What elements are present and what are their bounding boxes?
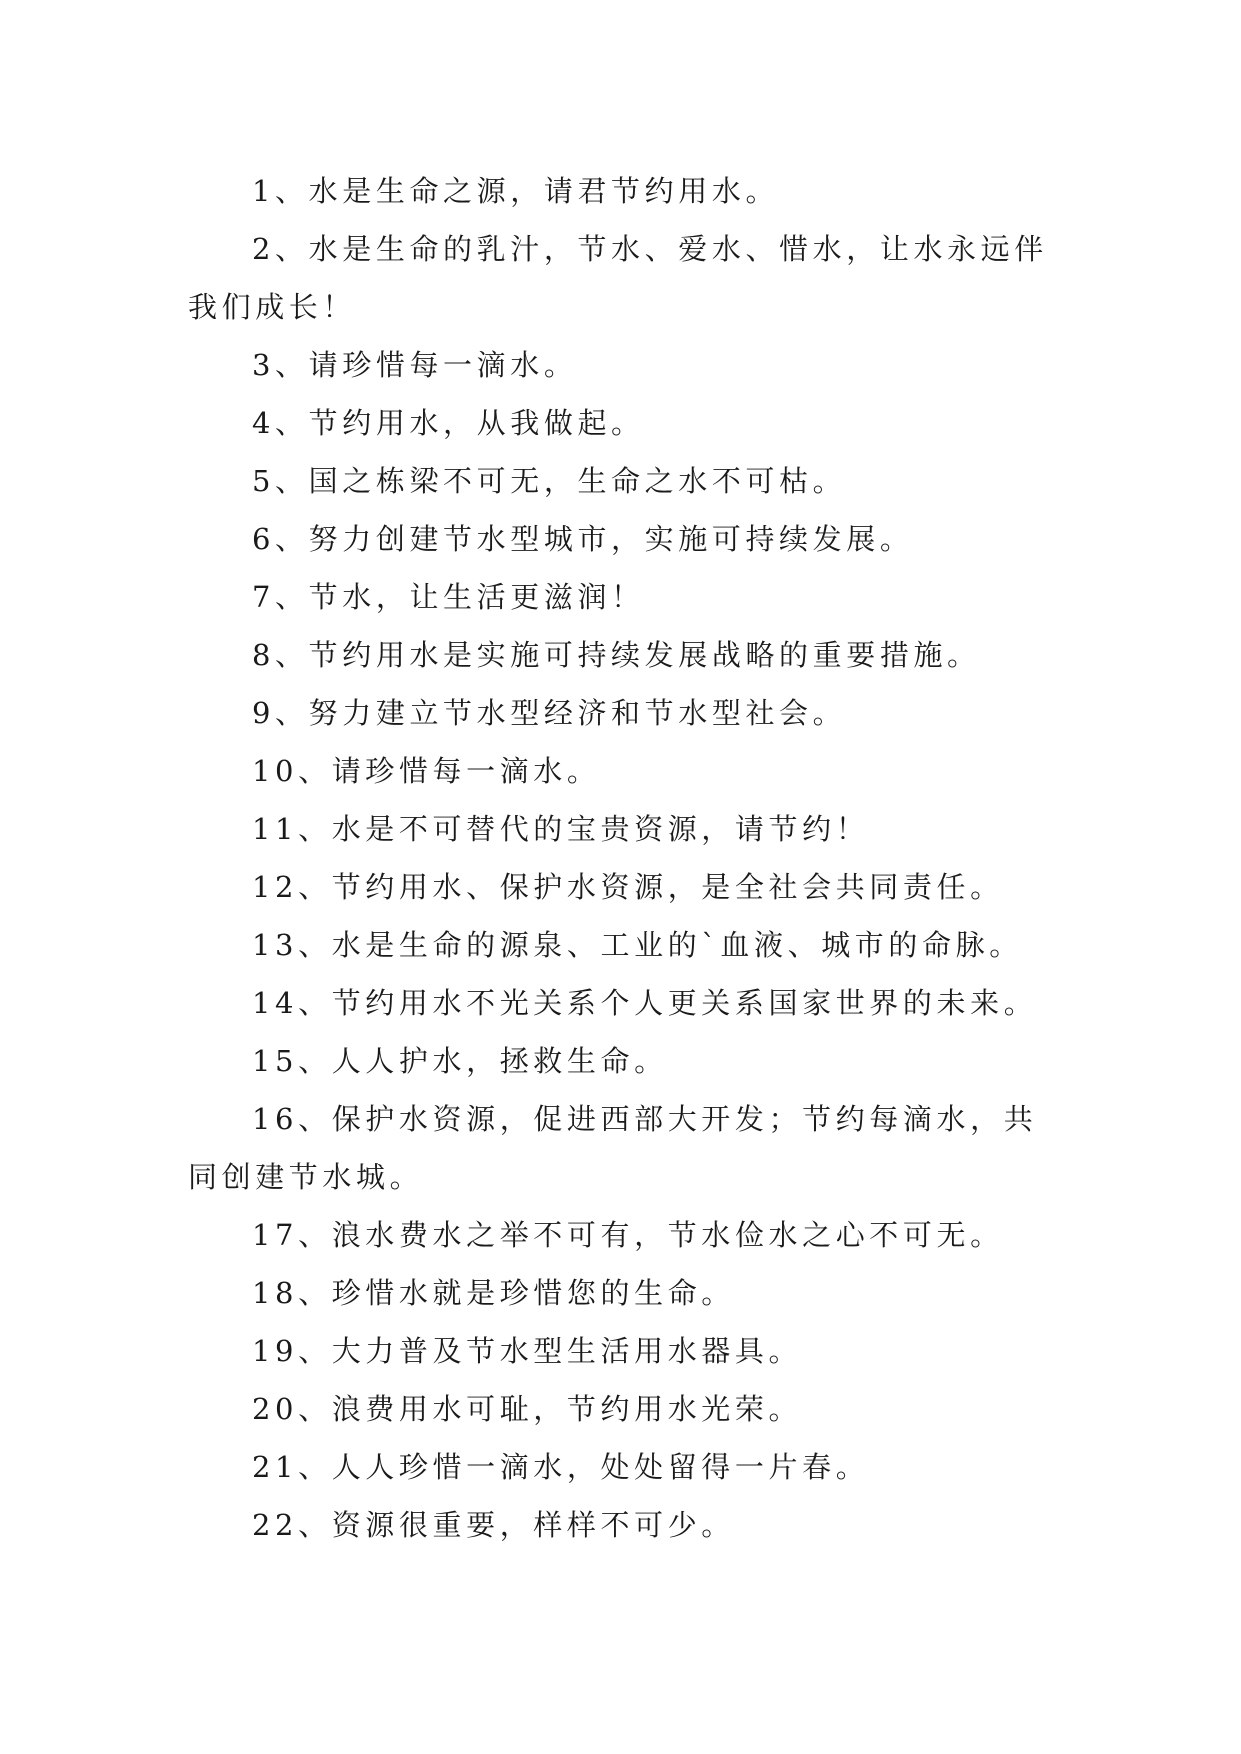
paragraph-5: 5、国之栋梁不可无，生命之水不可枯。	[252, 464, 847, 498]
paragraph-16: 16、保护水资源，促进西部大开发；节约每滴水，共同创建节水城。	[188, 1102, 1038, 1194]
paragraph-6: 6、努力创建节水型城市，实施可持续发展。	[252, 522, 914, 556]
paragraph-1: 1、水是生命之源，请君节约用水。	[252, 174, 780, 208]
paragraph-14: 14、节约用水不光关系个人更关系国家世界的未来。	[252, 986, 1038, 1020]
paragraph-19: 19、大力普及节水型生活用水器具。	[252, 1334, 803, 1368]
paragraph-21: 21、人人珍惜一滴水，处处留得一片春。	[252, 1450, 870, 1484]
paragraph-22: 22、资源很重要，样样不可少。	[252, 1508, 735, 1542]
paragraph-4: 4、节约用水，从我做起。	[252, 406, 645, 440]
paragraph-2: 2、水是生命的乳汁，节水、爱水、惜水，让水永远伴我们成长！	[188, 232, 1048, 324]
paragraph-7: 7、节水，让生活更滋润！	[252, 580, 645, 614]
paragraph-18: 18、珍惜水就是珍惜您的生命。	[252, 1276, 735, 1310]
document-body	[188, 162, 1056, 1554]
paragraph-10: 10、请珍惜每一滴水。	[252, 754, 601, 788]
paragraph-9: 9、努力建立节水型经济和节水型社会。	[252, 696, 847, 730]
paragraph-12: 12、节约用水、保护水资源，是全社会共同责任。	[252, 870, 1004, 904]
paragraph-15: 15、人人护水，拯救生命。	[252, 1044, 668, 1078]
paragraph-17: 17、浪水费水之举不可有，节水俭水之心不可无。	[252, 1218, 1004, 1252]
paragraph-3: 3、请珍惜每一滴水。	[252, 348, 578, 382]
paragraph-20: 20、浪费用水可耻，节约用水光荣。	[252, 1392, 803, 1426]
paragraph-11: 11、水是不可替代的宝贵资源，请节约！	[252, 812, 870, 846]
paragraph-8: 8、节约用水是实施可持续发展战略的重要措施。	[252, 638, 981, 672]
paragraph-13: 13、水是生命的源泉、工业的`血液、城市的命脉。	[252, 928, 1023, 962]
